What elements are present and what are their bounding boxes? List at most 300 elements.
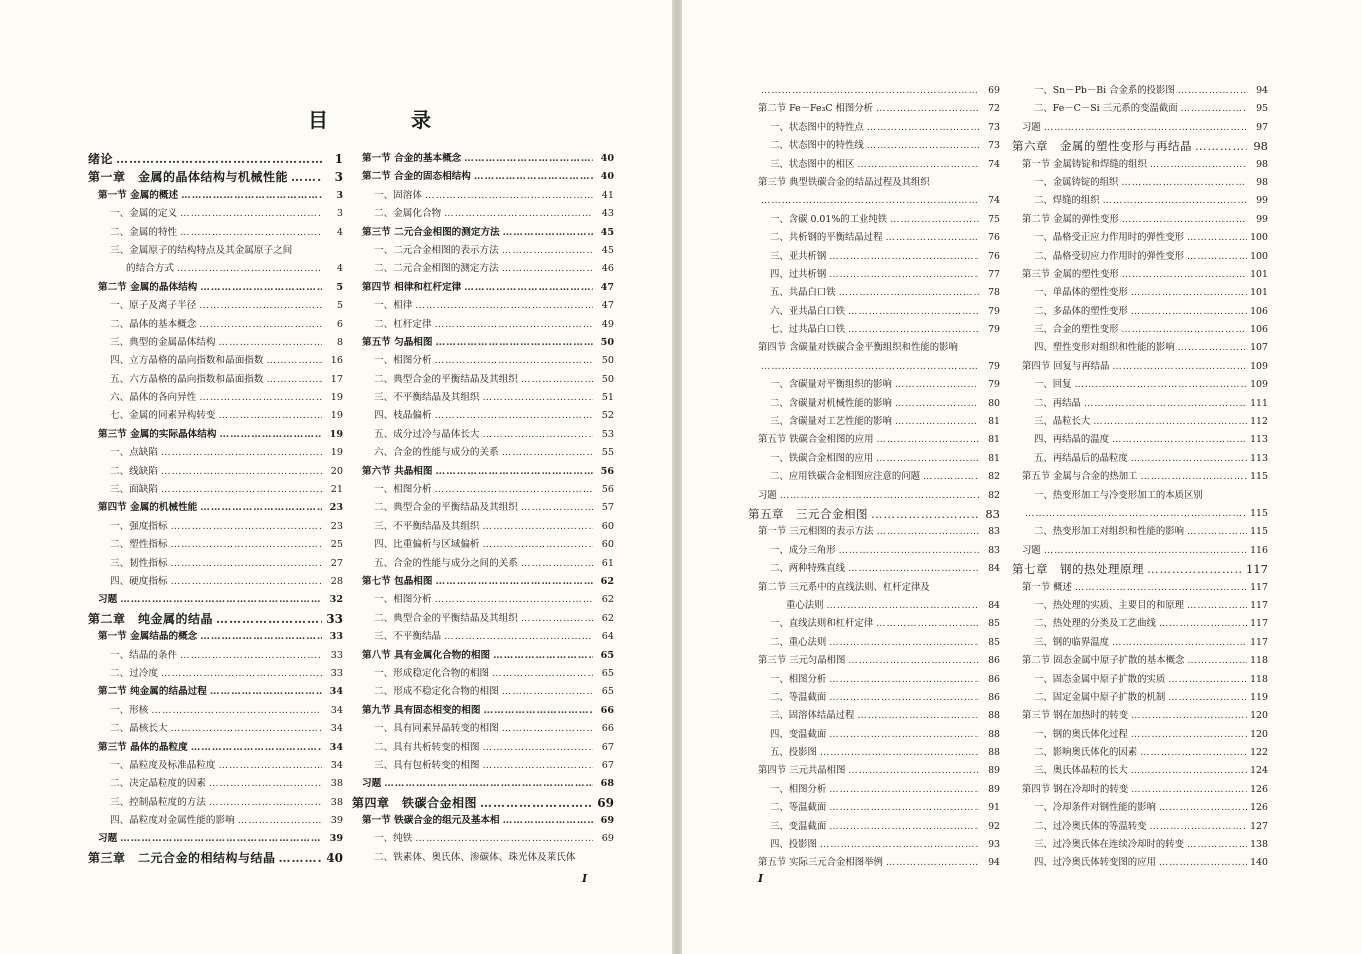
toc-entry-title: 第二节 纯金属的结晶过程 — [98, 686, 207, 698]
toc-entry-title: 一、Sn－Pb－Bi 合金系的投影图 — [1034, 85, 1175, 96]
toc-entry-page: 85 — [988, 618, 1000, 630]
toc-entry — [1012, 744, 1268, 762]
toc-entry — [88, 812, 343, 830]
toc-entry — [88, 518, 343, 536]
toc-entry — [1012, 560, 1268, 578]
toc-entry — [352, 279, 614, 297]
toc-entry — [88, 683, 343, 701]
dot-leader — [521, 610, 593, 628]
toc-entry-page: 43 — [601, 208, 614, 220]
toc-entry-title: 一、热变形加工与冷变形加工的本质区别 — [1034, 489, 1203, 501]
toc-entry-title: 三、固溶体结晶过程 — [770, 710, 855, 722]
dot-leader — [857, 707, 979, 725]
toc-entry-title: 二、Fe－C－Si 三元系的变温截面 — [1034, 103, 1178, 115]
toc-entry-page: 80 — [988, 397, 1000, 409]
toc-entry-title: 四、过冷奥氏体转变图的应用 — [1034, 857, 1156, 869]
toc-entry-page: 97 — [1256, 121, 1268, 133]
toc-entry-title: 第六章 金属的塑性变形与再结晶 — [1012, 139, 1192, 154]
toc-entry-title: 一、强度指标 — [110, 520, 168, 532]
dot-leader — [503, 224, 593, 242]
toc-entry — [748, 505, 1000, 523]
dot-leader — [521, 499, 593, 517]
toc-entry — [1012, 248, 1268, 266]
toc-entry — [352, 647, 614, 665]
dot-leader — [829, 799, 979, 817]
toc-entry — [748, 634, 1000, 652]
toc-entry-page: 61 — [601, 557, 614, 569]
toc-entry — [88, 279, 343, 297]
dot-leader — [199, 389, 322, 407]
toc-entry — [1012, 266, 1268, 284]
toc-entry — [352, 702, 614, 720]
toc-entry — [352, 205, 614, 223]
toc-entry — [88, 407, 343, 425]
toc-entry — [88, 720, 343, 738]
toc-entry-title: 五、合金的性能与成分之间的关系 — [374, 557, 518, 569]
toc-entry — [748, 137, 1000, 155]
toc-entry-title: 一、相图分析 — [374, 594, 432, 606]
toc-entry — [1012, 671, 1268, 689]
toc-entry-page: 23 — [330, 520, 343, 532]
toc-entry-title: 四、再结晶的温度 — [1034, 434, 1110, 446]
toc-entry — [748, 431, 1000, 449]
dot-leader — [219, 426, 322, 444]
toc-entry-title: 五、六方晶格的晶向指数和晶面指数 — [110, 373, 264, 385]
toc-entry-title: 二、杠杆定律 — [374, 318, 432, 330]
toc-entry-page: 85 — [988, 636, 1000, 648]
toc-entry — [748, 192, 1000, 210]
dot-leader — [1131, 781, 1247, 799]
toc-entry — [88, 168, 343, 186]
dot-leader — [857, 156, 979, 174]
dot-leader — [895, 376, 979, 394]
dot-leader — [1187, 229, 1247, 247]
dot-leader — [436, 463, 594, 481]
toc-entry-title: 三、具有包析转变的相图 — [374, 759, 480, 771]
toc-entry-title: 第一节 金属的概述 — [98, 189, 179, 201]
dot-leader — [829, 671, 979, 689]
toc-entry — [1012, 726, 1268, 744]
toc-entry-page: 79 — [988, 360, 1000, 372]
toc-entry-title: 一、钢的奥氏体化过程 — [1034, 728, 1128, 740]
toc-entry — [748, 652, 1000, 670]
toc-entry-title: 三、典型的金属晶体结构 — [110, 336, 216, 348]
dot-leader — [483, 426, 593, 444]
toc-entry-page: 33 — [330, 649, 343, 661]
toc-entry — [1012, 487, 1268, 505]
toc-entry — [88, 224, 343, 242]
toc-entry-title: 四、塑性变形对组织和性能的影响 — [1034, 342, 1175, 354]
toc-entry — [88, 499, 343, 517]
toc-entry-title: 一、具有同素异晶转变的相图 — [374, 723, 499, 735]
toc-entry-page: 81 — [988, 434, 1000, 446]
dot-leader — [219, 334, 322, 352]
toc-entry-title: 五、投影图 — [770, 747, 817, 759]
dot-leader — [161, 481, 322, 499]
toc-entry-title: 四、枝晶偏析 — [374, 410, 432, 422]
toc-entry-page: 65 — [600, 649, 614, 661]
toc-column-right-1 — [748, 82, 1000, 873]
dot-leader — [219, 757, 322, 775]
dot-leader — [521, 555, 593, 573]
dot-leader — [502, 242, 593, 260]
toc-entry — [1012, 505, 1268, 523]
toc-entry-page: 101 — [1250, 287, 1268, 299]
toc-entry-page: 19 — [329, 428, 343, 440]
toc-entry — [88, 610, 343, 628]
dot-leader — [435, 316, 593, 334]
dot-leader — [493, 647, 593, 665]
toc-entry — [352, 297, 614, 315]
toc-entry — [88, 316, 343, 334]
toc-entry — [1012, 523, 1268, 541]
toc-entry-page: 21 — [330, 484, 343, 496]
dot-leader — [1147, 560, 1243, 578]
toc-entry-page: 117 — [1250, 599, 1268, 611]
toc-entry-title: 二、热处理的分类及工艺曲线 — [1034, 618, 1156, 630]
toc-entry-title: 一、二元合金相图的表示方法 — [374, 244, 499, 256]
toc-entry — [352, 316, 614, 334]
toc-entry — [88, 297, 343, 315]
dot-leader — [848, 652, 979, 670]
dot-leader — [120, 830, 322, 848]
toc-entry-page: 100 — [1250, 232, 1268, 244]
toc-entry-title: 二、再结晶 — [1034, 397, 1081, 409]
dot-leader — [171, 573, 322, 591]
toc-entry — [352, 683, 614, 701]
toc-entry — [748, 744, 1000, 762]
toc-entry-title: 一、相图分析 — [374, 355, 432, 367]
dot-leader — [444, 205, 593, 223]
toc-entry — [88, 371, 343, 389]
dot-leader — [871, 505, 979, 523]
toc-entry-page: 60 — [601, 520, 614, 532]
left-page — [0, 0, 672, 954]
toc-entry — [1012, 229, 1268, 247]
toc-entry-title: 第三章 二元合金的相结构与结晶 — [88, 850, 276, 865]
toc-entry-page: 50 — [601, 355, 614, 367]
toc-entry-title: 一、含碳 0.01%的工业纯铁 — [770, 213, 888, 225]
toc-entry-page: 113 — [1250, 452, 1268, 464]
toc-entry-page: 49 — [601, 318, 614, 330]
dot-leader — [1044, 119, 1247, 137]
toc-entry-page: 41 — [601, 189, 614, 201]
toc-entry — [352, 334, 614, 352]
dot-leader — [291, 168, 322, 186]
toc-entry — [748, 100, 1000, 118]
dot-leader — [200, 628, 322, 646]
dot-leader — [180, 224, 322, 242]
dot-leader — [209, 794, 322, 812]
toc-entry — [748, 156, 1000, 174]
toc-entry-title: 四、晶粒度对金属性能的影响 — [110, 815, 235, 827]
dot-leader — [435, 481, 593, 499]
toc-entry-title: 三、钢的临界温度 — [1034, 636, 1110, 648]
toc-entry-title: 第一节 三元相图的表示方法 — [758, 526, 874, 538]
dot-leader — [1150, 156, 1247, 174]
toc-entry-title: 第四节 含碳量对铁碳合金平衡组织和性能的影响 — [758, 342, 958, 354]
toc-entry-title: 第三节 晶体的晶粒度 — [98, 741, 188, 753]
toc-entry-page: 5 — [336, 300, 343, 312]
toc-entry-title: 一、晶粒度及标准晶粒度 — [110, 759, 216, 771]
toc-entry-title: 第九节 具有固态相变的相图 — [362, 704, 481, 716]
toc-entry-title: 第一节 金属铸锭和焊缝的组织 — [1022, 158, 1147, 170]
toc-entry — [1012, 689, 1268, 707]
toc-entry-title: 第五节 匀晶相图 — [362, 336, 433, 348]
toc-entry-title: 第四节 三元共晶相图 — [758, 765, 846, 777]
toc-entry-title: 第五章 三元合金相图 — [748, 506, 868, 521]
toc-entry-title: 三、不平衡结晶 — [374, 631, 442, 643]
toc-entry — [1012, 137, 1268, 155]
toc-entry — [1012, 358, 1268, 376]
toc-entry-title: 一、形核 — [110, 704, 149, 716]
toc-entry-page: 126 — [1250, 802, 1268, 814]
toc-entry-page: 38 — [330, 778, 343, 790]
toc-entry-title: 二、具有共析转变的相图 — [374, 741, 480, 753]
toc-entry — [352, 591, 614, 609]
toc-entry — [748, 689, 1000, 707]
toc-entry — [748, 266, 1000, 284]
dot-leader — [1131, 726, 1247, 744]
toc-entry-title: 第一节 铁碳合金的组元及基本相 — [362, 815, 500, 827]
toc-entry-title: 三、不平衡结晶及其组织 — [374, 392, 480, 404]
toc-entry-title: 二、应用铁碳合金相图应注意的问题 — [770, 471, 921, 483]
dot-leader — [161, 665, 322, 683]
toc-entry-title: 一、相图分析 — [770, 783, 827, 795]
toc-entry — [1012, 468, 1268, 486]
dot-leader — [876, 100, 979, 118]
dot-leader — [1044, 542, 1247, 560]
dot-leader — [219, 407, 322, 425]
dot-leader — [171, 555, 322, 573]
toc-entry-page: 62 — [600, 575, 614, 587]
toc-entry-page: 4 — [336, 263, 343, 275]
toc-entry-title: 一、铁碳合金相图的应用 — [770, 452, 874, 464]
toc-entry-title: 七、金属的同素异构转变 — [110, 410, 216, 422]
toc-entry-page: 79 — [988, 379, 1000, 391]
dot-leader — [829, 634, 979, 652]
dot-leader — [1178, 339, 1247, 357]
toc-entry-title: 第二节 金属的晶体结构 — [98, 281, 198, 293]
toc-entry-page: 94 — [988, 857, 1000, 869]
dot-leader — [502, 444, 593, 462]
toc-entry-title: 二、铁素体、奥氏体、渗碳体、珠光体及莱氏体 — [374, 851, 576, 863]
toc-entry — [88, 187, 343, 205]
toc-entry — [352, 610, 614, 628]
toc-entry — [88, 481, 343, 499]
toc-entry-page: 109 — [1250, 379, 1268, 391]
toc-entry-page: 81 — [988, 416, 1000, 428]
toc-entry-page: 34 — [329, 686, 343, 698]
toc-entry-page: 56 — [601, 484, 614, 496]
toc-entry — [1012, 836, 1268, 854]
page-title: 目 录 — [308, 108, 469, 132]
toc-entry-page: 32 — [329, 594, 343, 606]
toc-entry-page: 75 — [988, 213, 1000, 225]
toc-entry-page: 25 — [330, 539, 343, 551]
toc-entry-title: 第六节 共晶相图 — [362, 465, 433, 477]
toc-entry-title: 二、影响奥氏体化的因素 — [1034, 747, 1138, 759]
dot-leader — [120, 591, 322, 609]
toc-entry — [352, 573, 614, 591]
toc-entry — [352, 242, 614, 260]
toc-entry-page: 86 — [988, 691, 1000, 703]
toc-entry-title: 四、立方晶格的晶向指数和晶面指数 — [110, 355, 264, 367]
toc-entry-title: 第四节 金属的机械性能 — [98, 502, 198, 514]
toc-entry-page: 39 — [329, 833, 343, 845]
toc-entry-page: 19 — [330, 392, 343, 404]
dot-leader — [820, 836, 979, 854]
toc-entry — [352, 536, 614, 554]
dot-leader — [480, 794, 593, 812]
dot-leader — [848, 762, 979, 780]
toc-entry-title: 四、硬度指标 — [110, 575, 168, 587]
toc-entry-title: 二、过冷奥氏体的等温转变 — [1034, 820, 1147, 832]
dot-leader — [483, 702, 593, 720]
toc-entry-title: 二、两种特殊直线 — [770, 563, 846, 575]
toc-entry-title: 一、纯铁 — [374, 833, 413, 845]
toc-entry-page: 19 — [330, 447, 343, 459]
dot-leader — [1025, 505, 1247, 523]
dot-leader — [483, 389, 593, 407]
toc-entry-page: 98 — [1256, 176, 1268, 188]
toc-entry — [1012, 652, 1268, 670]
toc-entry-title: 一、相律 — [374, 300, 413, 312]
toc-entry-page: 40 — [326, 850, 343, 865]
toc-entry-title: 二、塑性指标 — [110, 539, 168, 551]
toc-entry-page: 52 — [601, 410, 614, 422]
toc-entry-page: 107 — [1250, 342, 1268, 354]
toc-entry-page: 98 — [1256, 158, 1268, 170]
toc-entry-page: 62 — [601, 612, 614, 624]
toc-entry-page: 3 — [336, 208, 343, 220]
toc-entry-page: 95 — [1256, 103, 1268, 115]
toc-entry-page: 84 — [988, 599, 1000, 611]
dot-leader — [867, 119, 979, 137]
toc-entry-page: 34 — [329, 741, 343, 753]
toc-entry-title: 第四节 回复与再结晶 — [1022, 360, 1110, 372]
toc-entry-title: 三、变温截面 — [770, 820, 827, 832]
dot-leader — [1168, 671, 1247, 689]
toc-entry — [88, 830, 343, 848]
toc-entry-title: 一、点缺陷 — [110, 447, 158, 459]
toc-entry — [352, 757, 614, 775]
toc-entry-title: 二、二元合金相图的测定方法 — [374, 263, 499, 275]
dot-leader — [436, 334, 594, 352]
page-folio: I — [758, 872, 764, 885]
toc-entry-page: 88 — [988, 710, 1000, 722]
toc-entry-page: 81 — [988, 452, 1000, 464]
toc-entry-page: 40 — [600, 171, 614, 183]
toc-entry-title: 第四节 钢在冷却时的转变 — [1022, 783, 1129, 795]
dot-leader — [1178, 82, 1247, 100]
toc-entry — [88, 242, 343, 260]
toc-entry-title: 一、状态图中的特性点 — [770, 121, 864, 133]
dot-leader — [1103, 192, 1247, 210]
toc-entry — [88, 536, 343, 554]
toc-entry — [748, 468, 1000, 486]
dot-leader — [200, 279, 322, 297]
dot-leader — [435, 407, 593, 425]
toc-entry-page: 47 — [601, 300, 614, 312]
toc-entry-page: 117 — [1250, 636, 1268, 648]
toc-entry-title: 一、冷却条件对钢性能的影响 — [1034, 802, 1156, 814]
toc-entry-page: 34 — [330, 759, 343, 771]
toc-entry — [1012, 542, 1268, 560]
dot-leader — [1075, 579, 1247, 597]
toc-entry — [88, 150, 343, 168]
dot-leader — [435, 352, 593, 370]
toc-entry — [352, 444, 614, 462]
toc-entry — [352, 555, 614, 573]
dot-leader — [161, 463, 322, 481]
toc-entry-title: 三、不平衡结晶及其组织 — [374, 520, 480, 532]
toc-entry-page: 83 — [985, 506, 1000, 521]
toc-entry — [88, 591, 343, 609]
toc-entry-page: 66 — [601, 723, 614, 735]
toc-entry-page: 50 — [600, 336, 614, 348]
toc-entry-page: 120 — [1250, 710, 1268, 722]
toc-entry-page: 99 — [1256, 213, 1268, 225]
dot-leader — [238, 812, 322, 830]
toc-entry-title: 二、状态图中的特性线 — [770, 140, 864, 152]
toc-entry — [352, 407, 614, 425]
dot-leader — [1159, 854, 1247, 872]
toc-entry-title: 一、固态金属中原子扩散的实质 — [1034, 673, 1166, 685]
dot-leader — [886, 854, 979, 872]
dot-leader — [180, 205, 322, 223]
toc-entry — [352, 352, 614, 370]
toc-entry-title: 三、含碳量对工艺性能的影响 — [770, 416, 892, 428]
toc-entry — [1012, 156, 1268, 174]
toc-entry-title: 六、合金的性能与成分的关系 — [374, 447, 499, 459]
toc-entry — [1012, 818, 1268, 836]
toc-entry-title: 习题 — [1022, 544, 1041, 556]
toc-entry-page: 115 — [1250, 507, 1268, 519]
toc-entry-title: 习题 — [98, 594, 118, 606]
toc-entry-page: 140 — [1250, 857, 1268, 869]
toc-entry — [1012, 413, 1268, 431]
toc-entry-page: 99 — [1256, 195, 1268, 207]
toc-entry-page: 45 — [600, 226, 614, 238]
toc-entry-page: 28 — [330, 575, 343, 587]
toc-entry-page: 57 — [601, 502, 614, 514]
toc-entry — [88, 463, 343, 481]
toc-entry — [1012, 431, 1268, 449]
dot-leader — [761, 358, 979, 376]
toc-entry-title: 第五节 实际三元合金相图举例 — [758, 857, 883, 869]
toc-entry-title: 习题 — [1022, 121, 1041, 133]
toc-entry-title: 二、重心法则 — [770, 636, 827, 648]
dot-leader — [483, 518, 593, 536]
toc-entry — [748, 615, 1000, 633]
dot-leader — [384, 775, 593, 793]
toc-entry — [88, 555, 343, 573]
toc-entry-title: 二、线缺陷 — [110, 465, 158, 477]
dot-leader — [209, 775, 322, 793]
toc-entry-title: 第二节 金属的弹性变形 — [1022, 213, 1119, 225]
toc-entry — [88, 628, 343, 646]
toc-entry-title: 一、结晶的条件 — [110, 649, 178, 661]
toc-entry-page: 109 — [1250, 360, 1268, 372]
dot-leader — [1187, 652, 1247, 670]
toc-entry — [1012, 303, 1268, 321]
toc-entry — [748, 450, 1000, 468]
toc-entry-page: 27 — [330, 557, 343, 569]
toc-entry — [1012, 799, 1268, 817]
toc-entry — [352, 463, 614, 481]
dot-leader — [151, 702, 322, 720]
